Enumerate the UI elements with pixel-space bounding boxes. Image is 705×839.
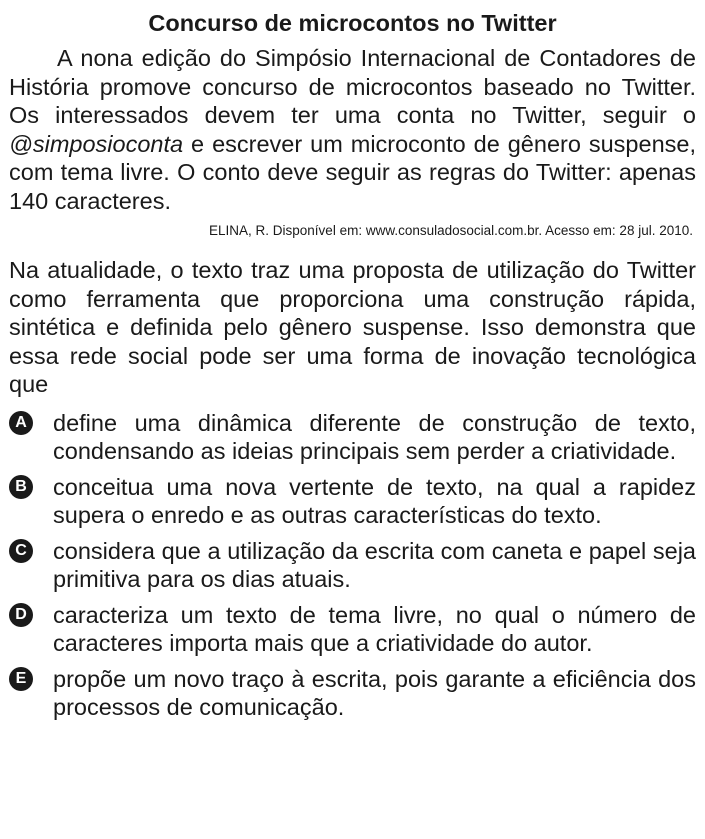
question-stem: Na atualidade, o texto traz uma proposta de utilização do Twitter como ferramenta que proporciona uma construção rápida, sintética e definida pelo gênero suspense. Isso demonstra que essa rede social pode ser uma forma de inovação tecnológica que — [9, 257, 696, 397]
twitter-handle: @simposioconta — [9, 130, 184, 157]
source-citation: ELINA, R. Disponível em: www.consuladosocial.com.br. Acesso em: 28 jul. 2010. — [209, 223, 693, 238]
option-a-text[interactable]: define uma dinâmica diferente de construção de texto, condensando as ideias principais sem perder a criatividade. — [53, 409, 696, 464]
option-b[interactable] — [9, 473, 696, 530]
option-d[interactable] — [9, 601, 696, 658]
passage-title: Concurso de microcontos no Twitter — [148, 10, 557, 36]
option-d-badge[interactable]: D — [9, 603, 33, 627]
option-e[interactable] — [9, 665, 696, 722]
option-b-badge[interactable]: B — [9, 475, 33, 499]
option-c-text[interactable]: considera que a utilização da escrita com caneta e papel seja primitiva para os dias atuais. — [53, 537, 696, 592]
option-e-badge[interactable]: E — [9, 667, 33, 691]
option-a[interactable] — [9, 409, 696, 466]
option-c-badge[interactable]: C — [9, 539, 33, 563]
passage-text-start: A nona edição do Simpósio Internacional de Contadores de História promove concurso de microcontos baseado no Twitter. Os interessados devem ter uma conta no Twitter, seguir o — [9, 45, 696, 128]
option-d-text[interactable]: caracteriza um texto de tema livre, no qual o número de caracteres importa mais que a criatividade do autor. — [53, 601, 696, 656]
option-e-text[interactable]: propõe um novo traço à escrita, pois garante a eficiência dos processos de comunicação. — [53, 665, 696, 720]
option-b-text[interactable]: conceitua uma nova vertente de texto, na qual a rapidez supera o enredo e as outras características do texto. — [53, 473, 696, 528]
option-a-badge[interactable]: A — [9, 411, 33, 435]
passage-text-end: e escrever um microconto de gênero suspense, com tema livre. O conto deve seguir as regras do Twitter: apenas 140 caracteres. — [9, 130, 696, 214]
option-c[interactable] — [9, 537, 696, 594]
answer-options — [9, 409, 696, 722]
passage-text — [9, 44, 696, 215]
